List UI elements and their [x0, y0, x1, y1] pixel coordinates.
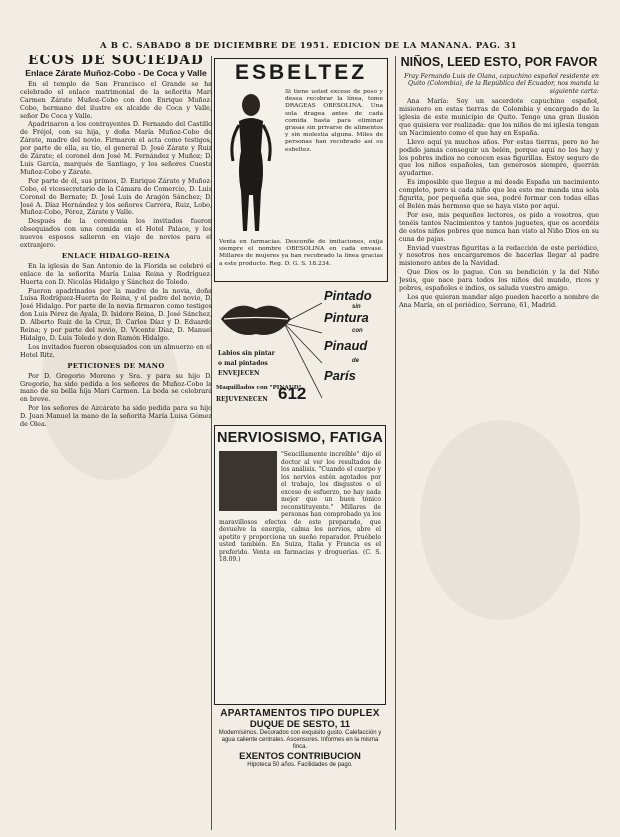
paragraph: Por parte de él, sus primos, D. Enrique Zárate y Muñoz-Cobo, el vicesecretario de la Cámara de Comercio, D. Luis Coronel de Bernate; D. José Luis de Aragón Sánchez; D. José A. Díaz Hernández y los señores Carrera, Ruiz, Lobo, Muñoz-Cobo, Pérez, Zárate y Valle. — [20, 176, 212, 217]
ad-text: o mal pintados — [218, 360, 268, 367]
section-title: ECOS DE SOCIEDAD — [28, 55, 204, 68]
ad-title: ESBELTEZ — [234, 61, 368, 84]
ad-word: París — [324, 368, 356, 383]
ad-text: REJUVENECEN — [216, 396, 268, 403]
ad-duplex — [214, 708, 386, 769]
running-head: A B C. SABADO 8 DE DICIEMBRE DE 1951. EDICION DE LA MAÑANA. PAG. 31 — [100, 41, 518, 51]
section-heading: ENLACE HIDALGO-REINA — [61, 251, 171, 260]
ad-text: Modernísimos. Decorados con exquisito gusto. Calefacción y agua caliente centrales. Ascensores. Informes en la misma finca. — [218, 730, 382, 750]
column-society — [20, 55, 212, 830]
ad-word: Pinaud — [324, 338, 368, 353]
ad-body — [219, 451, 381, 564]
column-rule — [395, 56, 396, 830]
ad-footer: Venta en farmacias. Desconfíe de imitaciones, exija siempre el nombre OBESOLINA en cada envase. Millares de mujeres ya han recobrado la línea gracias a este producto. Reg. D. G. S. 18.234. — [219, 239, 383, 267]
ad-word: Pintado — [324, 288, 372, 303]
ad-headline: APARTAMENTOS TIPO DUPLEX — [220, 708, 380, 719]
ad-word: de — [352, 358, 360, 364]
paragraph: Enviad vuestras figuritas a la redacción de este periódico, y nosotros nos encargaremos de hacerlas llegar al padre misionero antes de la Navidad. — [399, 243, 599, 268]
ad-text: "Sencillamente increíble" dijo el doctor al ver los resultados de los análisis. "Cuando el cuerpo y los nervios estén agotados por el trabajo, los disgustos o el exceso de esfuerzo, no hay nada mejor que un buen tónico reconstituyente." Millares de personas han comprobado ya los maravillosos efectos de este preparado, que devuelve la energía, calma los nervios, abre el apetito y proporciona un sueño reparador. Pruébelo usted también. En Suiza, Italia y Francia es el preferido. Venta en farmacias y droguerías. (C. S. 18.09.) — [219, 451, 381, 563]
paragraph: Los que quieran mandar algo pueden hacerlo a nombre de Ana María, en el periódico, Serrano, 61, Madrid. — [399, 292, 599, 309]
ad-headline: EXENTOS CONTRIBUCION — [239, 751, 361, 762]
paragraph: Ana María: Soy un sacerdote capuchino español, misionero en estas tierras de Colombia y encargado de la iglesia de este municipio de Quito. Tengo una gran ilusión que quisiera ver realizada: que los niños de mi iglesia tengan un Nacimiento como el que hay en España. — [399, 97, 599, 137]
ad-text: Labios sin pintar — [218, 350, 275, 357]
ad-word: con — [352, 328, 363, 334]
ad-nerviosismo — [214, 425, 386, 705]
section-heading: PETICIONES DE MANO — [67, 361, 165, 370]
ad-word: Pintura — [324, 310, 369, 325]
paragraph: Los invitados fueron obsequiados con un almuerzo en el Hotel Ritz. — [20, 342, 212, 359]
wedding-headline: Enlace Zárate Muñoz-Cobo - De Coca y Valle — [25, 67, 207, 78]
ad-number: 612 — [278, 384, 307, 403]
ad-text: ENVEJECEN — [218, 370, 260, 377]
ad-text: Hipoteca 50 años. Facilidades de pago. — [247, 762, 353, 768]
paragraph: En el templo de San Francisco el Grande se ha celebrado el enlace matrimonial de la señorita Mari Carmen Zárate Muñoz-Cobo con don Enrique Muñoz-Cobo, hermano del ilustre ex alcalde de Coca y Valle, señor De Coca y Valle. — [20, 79, 212, 120]
ad-body: Si tiene usted exceso de peso y desea recobrar la línea, tome DRAGEAS OBESOLINA. Una sola dragea antes de cada comida basta para eliminar grasas sin privarse de alimentos y sin molestia alguna. Miles de personas han recobrado así su esbeltez. — [285, 89, 383, 153]
ad-word: sin — [352, 304, 361, 310]
paragraph: Que Dios os lo pague. Con su bendición y la del Niño Jesús, que nace para todos los niños del mundo, ricos y pobres, españoles e indios, os saluda vuestro amigo. — [399, 268, 599, 293]
ad-text: Maquillados con "PINAUD" — [216, 385, 302, 391]
paragraph: Es imposible que llegue a mí desde España un nacimiento completo, pero si cada niño que lea esto me manda una sola figurita, por pequeña que sea, podré formar con todas ellas el Belén más hermoso que se haya visto por aquí. — [399, 178, 599, 210]
paragraph: Apadrinaron a los contrayentes D. Fernando del Castillo de Fréjol, con su hija, y doña María Muñoz-Cobo de Zárate, madre del novio. Firmaron el acta como testigos, por parte de ella, su tío, el general D. José Zárate y Ruiz de Zárate; el coronel don José M. Fernández y Muñoz; D. Luis García, marqués de Santiago, y los señores Cuesta Muñoz-Cobo y Zárate. — [20, 120, 212, 176]
portrait-photo — [219, 451, 277, 511]
column-ninos — [399, 55, 599, 830]
paragraph: Por eso, mis pequeños lectores, os pido a vosotros, que tenéis tantos Nacimientos y tantos juguetes, que os acordéis de estos niños pobres que nunca han visto al Niño Dios en su cuna de pajas. — [399, 210, 599, 243]
article-title: NIÑOS, LEED ESTO, POR FAVOR — [400, 55, 598, 69]
ad-address: DUQUE DE SESTO, 11 — [249, 719, 351, 730]
ad-title: NERVIOSISMO, FATIGA — [216, 430, 383, 446]
paragraph: Después de la ceremonia los invitados fueron obsequiados con una comida en el Hotel Palace, y los nuevos esposos salieron en viaje de novios para el extranjero. — [20, 217, 212, 250]
paragraph: Llevo aquí ya muchos años. Por estas tierras, pero no he podido jamás conseguir un belén, porque aquí no los hay y los pobres indios no conocen esas figurillas. Estoy seguro de que los niños españoles, tan generosos siempre, querrán ayudarme. — [399, 137, 599, 178]
paragraph: Fueron apadrinados por la madre de la novia, doña Luisa Rodríguez-Huerta de Reina, y el padre del novio, D. José Hidalgo. Por parte de la novia firmaron como testigos don Luis Pérez de Ayala, D. Isidoro Reina, D. José Sánchez, D. Alberto Ruiz de la Cruz, D. Carlos Díaz y D. Eduardo Reina; y por parte del novio, D. Vicente Díaz, D. Manuel Hidalgo, D. Luis Toledo y don Ramón Hidalgo. — [20, 286, 212, 342]
woman-silhouette-illustration — [221, 91, 281, 236]
ad-pinaud — [212, 288, 388, 418]
ad-esbeltez — [214, 58, 388, 282]
dedication: Fray Fernando Luis de Olana, capuchino español residente en Quito (Colombia), de la República del Ecuador, nos manda la siguiente carta: — [404, 73, 599, 95]
paragraph: En la iglesia de San Antonio de la Florida se celebró el enlace de la señorita María Luisa Reina y Rodríguez-Huerta con D. Nicolás Hidalgo y Sánchez de Toledo. — [20, 261, 212, 286]
paragraph: Por los señores de Azcárate ha sido pedida para su hijo D. Juan Manuel la mano de la señorita María Luisa Gómez de Olea. — [20, 404, 212, 429]
paragraph: Por D. Gregorio Moreno y Sra. y para su hijo D. Gregorio, ha sido pedida a los señores de Muñoz-Cobo la mano de su bella hija Mari Carmen. La boda se celebrará en breve. — [20, 371, 212, 404]
